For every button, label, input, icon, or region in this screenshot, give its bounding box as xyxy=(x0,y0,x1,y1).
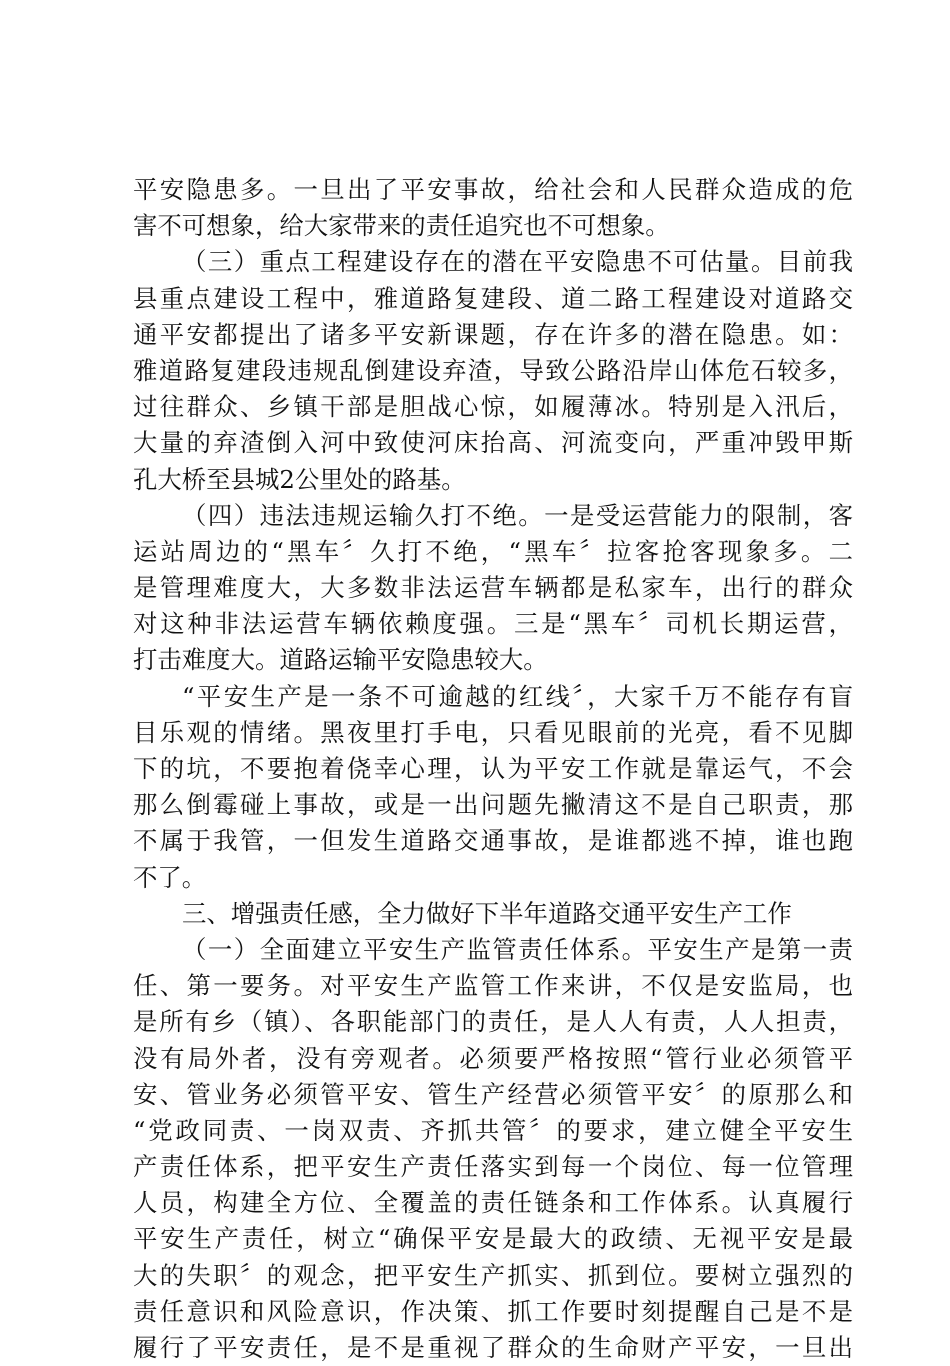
text-line: 害不可想象，给大家带来的责任追究也不可想象。 xyxy=(133,211,670,241)
body-text xyxy=(133,172,853,1366)
text-line: （三）重点工程建设存在的潜在平安隐患不可估量。目前我 xyxy=(182,247,853,277)
text-line: 下的坑，不要抱着侥幸心理，认为平安工作就是靠运气，不会 xyxy=(133,754,853,783)
section-heading: 三、增强责任感，全力做好下半年道路交通平安生产工作 xyxy=(182,898,792,928)
text-line: 是管理难度大，大多数非法运营车辆都是私家车，出行的群众 xyxy=(133,573,853,603)
text-line: “平安生产是一条不可逾越的红线〞，大家千万不能存有盲 xyxy=(182,681,853,711)
text-line: 过往群众、乡镇干部是胆战心惊，如履薄冰。特别是入汛后， xyxy=(133,392,853,422)
text-line: 大的失职〞的观念，把平安生产抓实、抓到位。要树立强烈的 xyxy=(133,1260,853,1290)
text-line: 雅道路复建段违规乱倒建设弃渣，导致公路沿岸山体危石较多， xyxy=(133,355,853,385)
text-line: 是所有乡（镇）、各职能部门的责任，是人人有责，人人担责， xyxy=(133,1007,853,1037)
text-line: 履行了平安责任，是不是重视了群众的生命财产平安，一旦出 xyxy=(133,1333,853,1362)
text-line: 平安生产责任，树立“确保平安是最大的政绩、无视平安是最 xyxy=(133,1224,853,1254)
text-line: 通平安都提出了诸多平安新课题，存在许多的潜在隐患。如： xyxy=(133,319,853,349)
text-line: 打击难度大。道路运输平安隐患较大。 xyxy=(133,645,548,675)
text-line: 不了。 xyxy=(133,862,207,892)
text-line: 人员，构建全方位、全覆盖的责任链条和工作体系。认真履行 xyxy=(133,1188,853,1218)
text-line: “党政同责、一岗双责、齐抓共管〞的要求，建立健全平安生 xyxy=(133,1115,853,1145)
text-line: 平安隐患多。一旦出了平安事故，给社会和人民群众造成的危 xyxy=(133,175,853,204)
text-line: 孔大桥至县城2公里处的路基。 xyxy=(133,464,466,494)
text-line: 产责任体系，把平安生产责任落实到每一个岗位、每一位管理 xyxy=(133,1152,853,1182)
text-line: 目乐观的情绪。黑夜里打手电，只看见眼前的光亮，看不见脚 xyxy=(133,717,853,747)
text-line: 那么倒霉碰上事故，或是一出问题先撇清这不是自己职责，那 xyxy=(133,790,853,820)
text-line: 任、第一要务。对平安生产监管工作来讲，不仅是安监局，也 xyxy=(133,971,853,1001)
text-line: 不属于我管，一但发生道路交通事故，是谁都逃不掉，谁也跑 xyxy=(133,826,853,856)
text-line: 责任意识和风险意识，作决策、抓工作要时刻提醒自己是不是 xyxy=(133,1296,853,1326)
text-line: 没有局外者，没有旁观者。必须要严格按照“管行业必须管平 xyxy=(133,1043,853,1073)
text-line: 运站周边的“黑车〞久打不绝，“黑车〞拉客抢客现象多。二 xyxy=(133,536,853,566)
text-line: 对这种非法运营车辆依赖度强。三是“黑车〞司机长期运营， xyxy=(133,609,853,639)
text-line: 县重点建设工程中，雅道路复建段、道二路工程建设对道路交 xyxy=(133,283,853,313)
text-line: （四）违法违规运输久打不绝。一是受运营能力的限制，客 xyxy=(182,500,853,530)
text-line: 大量的弃渣倒入河中致使河床抬高、河流变向，严重冲毁甲斯 xyxy=(133,428,853,458)
text-line: 安、管业务必须管平安、管生产经营必须管平安〞的原那么和 xyxy=(133,1079,853,1109)
text-line: （一）全面建立平安生产监管责任体系。平安生产是第一责 xyxy=(182,934,853,964)
